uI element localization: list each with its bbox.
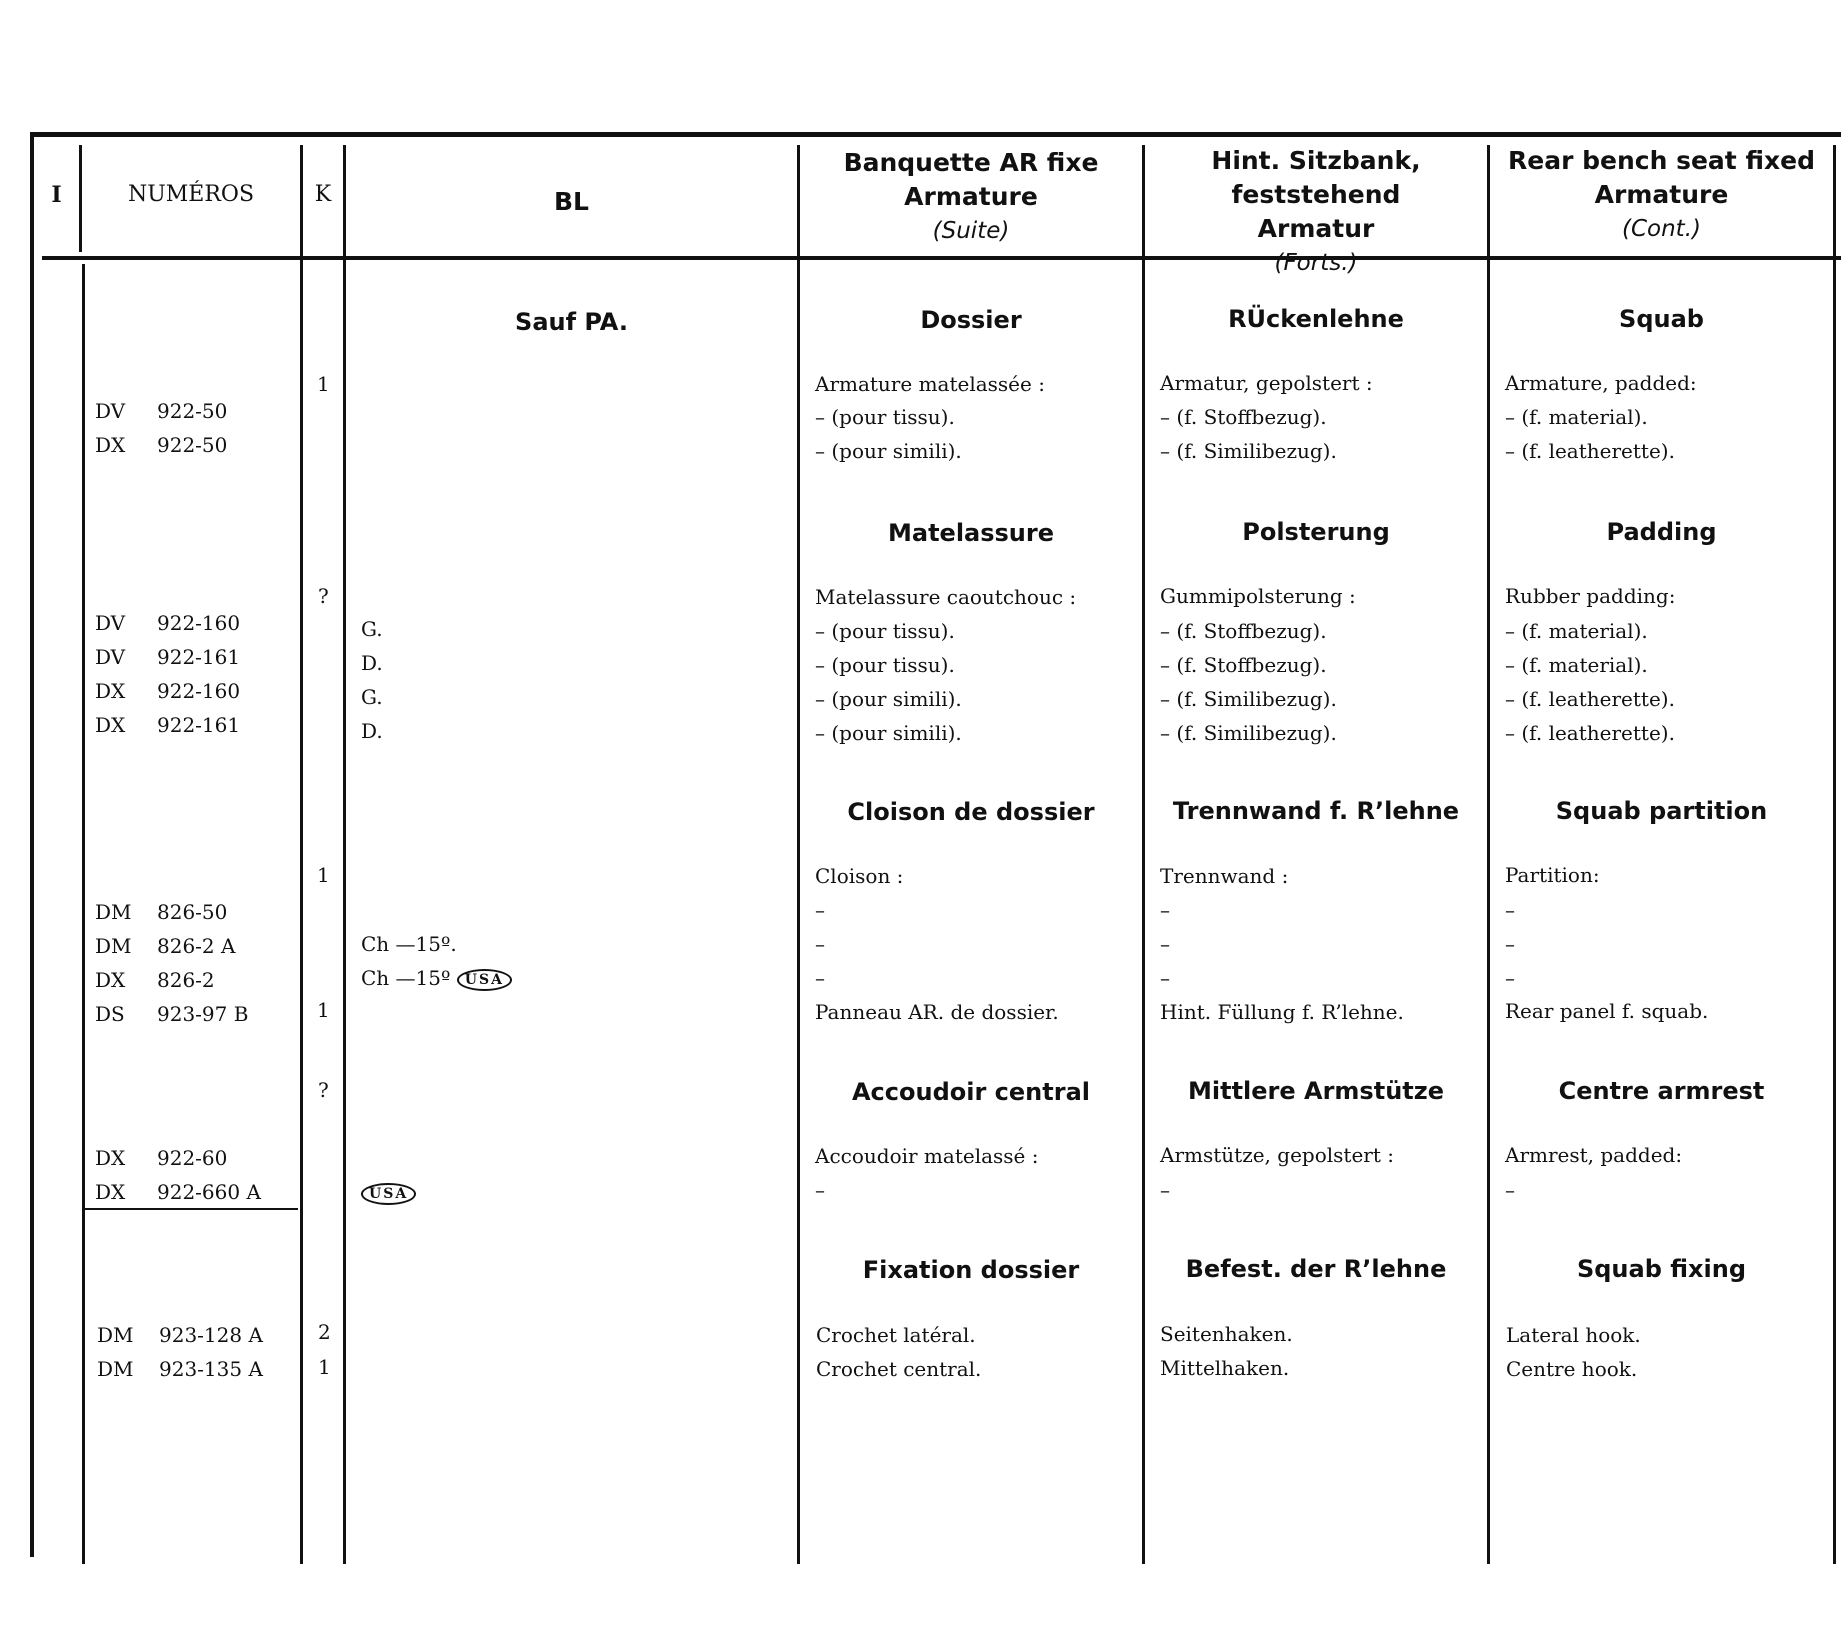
part-number bbox=[95, 934, 235, 958]
desc-en: – bbox=[1505, 1178, 1515, 1202]
part-number bbox=[95, 679, 240, 703]
header-fr-line3: (Suite) bbox=[932, 218, 1010, 244]
desc-fr: – bbox=[815, 966, 825, 990]
desc-de: – (f. Similibezug). bbox=[1160, 721, 1337, 745]
desc-en: – bbox=[1505, 932, 1515, 956]
desc-de: – bbox=[1160, 898, 1170, 922]
section-matelassure-de: Polsterung bbox=[1242, 518, 1390, 546]
section-fixation-de: Befest. der R’lehne bbox=[1185, 1255, 1447, 1283]
desc-fr: – (pour simili). bbox=[815, 439, 962, 463]
part-prefix: DS bbox=[95, 1002, 125, 1026]
desc-en: Armature, padded: bbox=[1505, 371, 1697, 395]
desc-en: Rear panel f. squab. bbox=[1505, 999, 1709, 1023]
desc-fr: Crochet latéral. bbox=[816, 1323, 976, 1347]
part-number bbox=[95, 1002, 248, 1026]
part-prefix: DM bbox=[95, 934, 132, 958]
col-divider-2 bbox=[300, 145, 303, 1564]
header-de-line2: Armatur bbox=[1257, 214, 1375, 243]
qty-k: 1 bbox=[317, 863, 330, 887]
col-divider-5 bbox=[1142, 145, 1145, 1564]
part-num: 922-161 bbox=[157, 645, 241, 669]
desc-de: – bbox=[1160, 966, 1170, 990]
section-accoudoir-de: Mittlere Armstütze bbox=[1187, 1077, 1444, 1105]
desc-fr: Armature matelassée : bbox=[815, 372, 1045, 396]
part-num: 922-50 bbox=[157, 399, 228, 423]
desc-en: – (f. material). bbox=[1505, 619, 1648, 643]
desc-fr: – (pour tissu). bbox=[815, 619, 955, 643]
header-en-line1: Rear bench seat fixed bbox=[1508, 146, 1815, 175]
desc-en: – (f. material). bbox=[1505, 653, 1648, 677]
part-num: 826-2 bbox=[157, 968, 215, 992]
part-num: 922-160 bbox=[157, 611, 241, 635]
qty-k: 1 bbox=[317, 372, 330, 396]
desc-de: Mittelhaken. bbox=[1160, 1356, 1290, 1380]
desc-fr: – (pour simili). bbox=[815, 687, 962, 711]
header-en-line2: Armature bbox=[1594, 180, 1729, 209]
section-matelassure-fr: Matelassure bbox=[887, 519, 1055, 547]
section-fixation-fr: Fixation dossier bbox=[862, 1256, 1080, 1284]
part-prefix: DX bbox=[95, 1180, 126, 1204]
bl-note bbox=[361, 1180, 416, 1205]
bl-note bbox=[361, 966, 512, 991]
section-cloison-fr: Cloison de dossier bbox=[847, 798, 1095, 826]
desc-en: Rubber padding: bbox=[1505, 584, 1676, 608]
usa-stamp: USA bbox=[361, 1183, 416, 1205]
desc-en: Armrest, padded: bbox=[1505, 1143, 1683, 1167]
desc-fr: Matelassure caoutchouc : bbox=[815, 585, 1077, 609]
section-dossier-en: Squab bbox=[1619, 305, 1704, 333]
desc-en: – (f. leatherette). bbox=[1505, 687, 1675, 711]
part-prefix: DM bbox=[97, 1357, 134, 1381]
section-accoudoir-fr: Accoudoir central bbox=[851, 1078, 1090, 1106]
desc-fr: Panneau AR. de dossier. bbox=[815, 1000, 1059, 1024]
part-num: 923-135 A bbox=[159, 1357, 263, 1381]
desc-de: Armatur, gepolstert : bbox=[1160, 371, 1373, 395]
bl-note: G. bbox=[361, 685, 383, 709]
bl-note: Ch —15º. bbox=[361, 932, 457, 956]
section-cloison-en: Squab partition bbox=[1555, 797, 1768, 825]
header-de-line1: Hint. Sitzbank, feststehend bbox=[1211, 146, 1421, 209]
part-prefix: DM bbox=[95, 900, 132, 924]
desc-de: Hint. Füllung f. R’lehne. bbox=[1160, 1000, 1404, 1024]
bl-note-text: Ch —15º bbox=[361, 966, 451, 990]
desc-fr: – (pour tissu). bbox=[815, 653, 955, 677]
desc-de: – (f. Stoffbezug). bbox=[1160, 619, 1327, 643]
section-fixation-en: Squab fixing bbox=[1576, 1255, 1747, 1283]
part-num: 923-97 B bbox=[157, 1002, 249, 1026]
part-number bbox=[95, 1180, 261, 1204]
qty-k: 2 bbox=[318, 1320, 331, 1344]
part-num: 826-2 A bbox=[157, 934, 236, 958]
desc-fr: – bbox=[815, 1178, 825, 1202]
header-de bbox=[1145, 144, 1487, 280]
desc-de: Seitenhaken. bbox=[1160, 1322, 1293, 1346]
part-prefix: DX bbox=[95, 713, 126, 737]
desc-fr: – bbox=[815, 898, 825, 922]
part-number bbox=[95, 399, 227, 423]
desc-de: – (f. Similibezug). bbox=[1160, 687, 1337, 711]
bl-note: D. bbox=[361, 719, 383, 743]
part-number bbox=[95, 645, 240, 669]
part-number bbox=[97, 1357, 263, 1381]
part-prefix: DX bbox=[95, 679, 126, 703]
header-col-bl: BL bbox=[554, 187, 589, 216]
col-divider-7 bbox=[1833, 145, 1836, 1564]
desc-de: – bbox=[1160, 1178, 1170, 1202]
part-num: 922-60 bbox=[157, 1146, 228, 1170]
section-dossier-fr: Dossier bbox=[920, 306, 1022, 334]
part-prefix: DV bbox=[95, 645, 126, 669]
header-fr-line1: Banquette AR fixe bbox=[843, 148, 1099, 177]
part-num: 922-160 bbox=[157, 679, 241, 703]
desc-en: Partition: bbox=[1505, 863, 1600, 887]
col-divider-6 bbox=[1487, 145, 1490, 1564]
desc-de: – bbox=[1160, 932, 1170, 956]
desc-fr: – bbox=[815, 932, 825, 956]
part-number bbox=[95, 713, 240, 737]
part-num: 826-50 bbox=[157, 900, 228, 924]
header-bottom-rule bbox=[42, 256, 1841, 260]
desc-de: Armstütze, gepolstert : bbox=[1160, 1143, 1394, 1167]
part-prefix: DX bbox=[95, 968, 126, 992]
bl-note: D. bbox=[361, 651, 383, 675]
qty-k: ? bbox=[318, 1078, 329, 1102]
part-prefix: DX bbox=[95, 1146, 126, 1170]
top-rule bbox=[30, 132, 1841, 137]
desc-en: – bbox=[1505, 966, 1515, 990]
desc-fr: Crochet central. bbox=[816, 1357, 982, 1381]
header-de-line3: (Forts.) bbox=[1274, 250, 1358, 276]
section-cloison-de: Trennwand f. R’lehne bbox=[1172, 797, 1460, 825]
part-num: 922-161 bbox=[157, 713, 241, 737]
part-prefix: DM bbox=[97, 1323, 134, 1347]
section-accoudoir-en: Centre armrest bbox=[1558, 1077, 1765, 1105]
part-number bbox=[95, 968, 215, 992]
desc-fr: – (pour tissu). bbox=[815, 405, 955, 429]
usa-stamp: USA bbox=[457, 969, 512, 991]
header-fr bbox=[800, 146, 1142, 248]
desc-fr: Accoudoir matelassé : bbox=[815, 1144, 1039, 1168]
part-num: 922-50 bbox=[157, 433, 228, 457]
part-number bbox=[97, 1323, 263, 1347]
header-en-line3: (Cont.) bbox=[1622, 216, 1701, 242]
qty-k: ? bbox=[318, 584, 329, 608]
left-border bbox=[30, 132, 34, 1557]
desc-de: – (f. Similibezug). bbox=[1160, 439, 1337, 463]
part-number bbox=[95, 611, 240, 635]
header-en bbox=[1490, 144, 1833, 246]
desc-en: – (f. leatherette). bbox=[1505, 721, 1675, 745]
desc-de: – (f. Stoffbezug). bbox=[1160, 653, 1327, 677]
desc-en: – bbox=[1505, 898, 1515, 922]
part-number bbox=[95, 1146, 227, 1170]
header-col-i: I bbox=[51, 182, 62, 208]
desc-fr: – (pour simili). bbox=[815, 721, 962, 745]
part-number bbox=[95, 900, 227, 924]
desc-en: Centre hook. bbox=[1506, 1357, 1638, 1381]
col-divider-3 bbox=[343, 145, 346, 1564]
header-col-numeros: NUMÉROS bbox=[127, 182, 255, 207]
qty-k: 1 bbox=[317, 998, 330, 1022]
part-num: 923-128 A bbox=[159, 1323, 263, 1347]
qty-k: 1 bbox=[318, 1355, 331, 1379]
bl-section-heading: Sauf PA. bbox=[515, 308, 628, 336]
desc-fr: Cloison : bbox=[815, 864, 904, 888]
section-matelassure-en: Padding bbox=[1606, 518, 1717, 546]
bl-note: G. bbox=[361, 617, 383, 641]
section-dossier-de: RÜckenlehne bbox=[1228, 305, 1404, 333]
desc-de: Trennwand : bbox=[1160, 864, 1289, 888]
part-prefix: DX bbox=[95, 433, 126, 457]
desc-de: – (f. Stoffbezug). bbox=[1160, 405, 1327, 429]
col-divider-1b bbox=[82, 264, 85, 1564]
accoudoir-underline bbox=[84, 1208, 298, 1210]
desc-en: – (f. leatherette). bbox=[1505, 439, 1675, 463]
header-col-k: K bbox=[314, 182, 332, 207]
part-prefix: DV bbox=[95, 611, 126, 635]
desc-de: Gummipolsterung : bbox=[1160, 584, 1356, 608]
header-fr-line2: Armature bbox=[904, 182, 1038, 211]
part-prefix: DV bbox=[95, 399, 126, 423]
col-divider-4 bbox=[797, 145, 800, 1564]
desc-en: Lateral hook. bbox=[1506, 1323, 1641, 1347]
part-num: 922-660 A bbox=[157, 1180, 261, 1204]
desc-en: – (f. material). bbox=[1505, 405, 1648, 429]
part-number bbox=[95, 433, 227, 457]
